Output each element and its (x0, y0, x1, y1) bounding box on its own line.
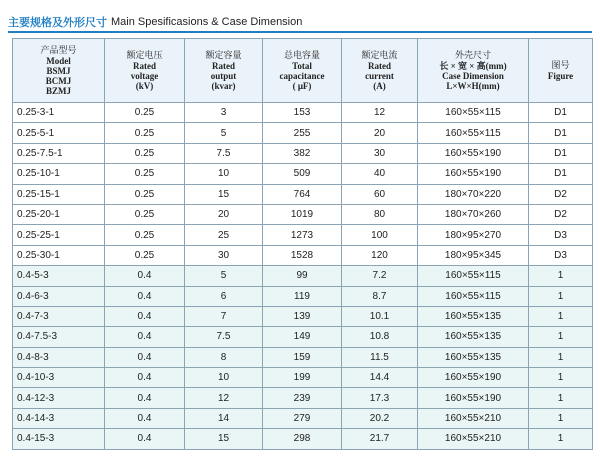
cell-rated-output: 10 (185, 164, 263, 184)
cell-total-capacitance: 382 (263, 143, 342, 163)
cell-figure: 1 (529, 266, 593, 286)
cell-rated-output: 5 (185, 266, 263, 286)
cell-case-dimension: 160×55×115 (418, 266, 529, 286)
cell-total-capacitance: 139 (263, 306, 342, 326)
cell-rated-output: 15 (185, 429, 263, 449)
cell-model: 0.4-8-3 (13, 347, 105, 367)
cell-rated-current: 10.8 (342, 327, 418, 347)
cell-total-capacitance: 99 (263, 266, 342, 286)
cell-case-dimension: 160×55×210 (418, 408, 529, 428)
cell-rated-current: 100 (342, 225, 418, 245)
cell-model: 0.4-7-3 (13, 306, 105, 326)
section-title-chinese: 主要规格及外形尺寸 (8, 16, 107, 29)
cell-figure: D1 (529, 123, 593, 143)
cell-case-dimension: 160×55×135 (418, 327, 529, 347)
table-row (13, 306, 593, 326)
cell-model: 0.25-10-1 (13, 164, 105, 184)
cell-model: 0.25-7.5-1 (13, 143, 105, 163)
cell-rated-output: 15 (185, 184, 263, 204)
cell-rated-voltage: 0.4 (105, 306, 185, 326)
table-row (13, 388, 593, 408)
cell-rated-current: 60 (342, 184, 418, 204)
cell-figure: D3 (529, 245, 593, 265)
cell-rated-voltage: 0.25 (105, 184, 185, 204)
table-row (13, 266, 593, 286)
cell-figure: D2 (529, 204, 593, 224)
cell-total-capacitance: 1273 (263, 225, 342, 245)
cell-case-dimension: 160×55×190 (418, 368, 529, 388)
header-model: 产品型号 Model BSMJ BCMJ BZMJ (13, 39, 105, 103)
cell-figure: D3 (529, 225, 593, 245)
cell-case-dimension: 160×55×135 (418, 347, 529, 367)
cell-total-capacitance: 199 (263, 368, 342, 388)
cell-rated-voltage: 0.4 (105, 368, 185, 388)
cell-case-dimension: 160×55×190 (418, 164, 529, 184)
cell-rated-output: 8 (185, 347, 263, 367)
cell-rated-current: 8.7 (342, 286, 418, 306)
table-row (13, 143, 593, 163)
cell-total-capacitance: 279 (263, 408, 342, 428)
cell-total-capacitance: 1019 (263, 204, 342, 224)
cell-figure: 1 (529, 306, 593, 326)
cell-figure: 1 (529, 388, 593, 408)
cell-rated-current: 20.2 (342, 408, 418, 428)
cell-model: 0.25-20-1 (13, 204, 105, 224)
cell-figure: D1 (529, 143, 593, 163)
cell-rated-current: 10.1 (342, 306, 418, 326)
cell-rated-output: 3 (185, 103, 263, 123)
cell-model: 0.25-5-1 (13, 123, 105, 143)
table-row (13, 327, 593, 347)
cell-rated-output: 7.5 (185, 143, 263, 163)
cell-total-capacitance: 764 (263, 184, 342, 204)
table-row (13, 245, 593, 265)
cell-total-capacitance: 255 (263, 123, 342, 143)
cell-rated-voltage: 0.25 (105, 204, 185, 224)
cell-rated-current: 14.4 (342, 368, 418, 388)
cell-case-dimension: 160×55×115 (418, 286, 529, 306)
cell-model: 0.4-14-3 (13, 408, 105, 428)
cell-figure: 1 (529, 327, 593, 347)
cell-rated-output: 6 (185, 286, 263, 306)
cell-figure: 1 (529, 368, 593, 388)
cell-rated-current: 11.5 (342, 347, 418, 367)
cell-case-dimension: 160×55×135 (418, 306, 529, 326)
table-row (13, 408, 593, 428)
cell-rated-voltage: 0.4 (105, 408, 185, 428)
header-rated-output: 额定容量 Rated output (kvar) (185, 39, 263, 103)
header-rated-voltage: 额定电压 Rated voltage (kV) (105, 39, 185, 103)
spec-table (12, 38, 593, 450)
cell-case-dimension: 160×55×190 (418, 143, 529, 163)
header-figure: 图号 Figure (529, 39, 593, 103)
cell-case-dimension: 180×70×220 (418, 184, 529, 204)
cell-model: 0.4-15-3 (13, 429, 105, 449)
table-row (13, 103, 593, 123)
cell-rated-voltage: 0.4 (105, 388, 185, 408)
cell-model: 0.25-15-1 (13, 184, 105, 204)
cell-total-capacitance: 239 (263, 388, 342, 408)
cell-case-dimension: 160×55×210 (418, 429, 529, 449)
header-rated-current: 额定电流 Rated current (A) (342, 39, 418, 103)
cell-case-dimension: 180×70×260 (418, 204, 529, 224)
cell-rated-voltage: 0.25 (105, 245, 185, 265)
section-title-english: Main Spesificasions & Case Dimension (111, 16, 303, 28)
table-row (13, 184, 593, 204)
cell-rated-current: 21.7 (342, 429, 418, 449)
cell-total-capacitance: 153 (263, 103, 342, 123)
cell-figure: 1 (529, 286, 593, 306)
cell-case-dimension: 160×55×190 (418, 388, 529, 408)
cell-total-capacitance: 1528 (263, 245, 342, 265)
cell-figure: 1 (529, 408, 593, 428)
cell-rated-voltage: 0.25 (105, 143, 185, 163)
cell-model: 0.4-10-3 (13, 368, 105, 388)
cell-rated-voltage: 0.4 (105, 347, 185, 367)
cell-model: 0.25-25-1 (13, 225, 105, 245)
cell-rated-output: 20 (185, 204, 263, 224)
cell-model: 0.4-5-3 (13, 266, 105, 286)
cell-figure: 1 (529, 347, 593, 367)
cell-rated-current: 12 (342, 103, 418, 123)
table-row (13, 286, 593, 306)
cell-case-dimension: 160×55×115 (418, 123, 529, 143)
cell-rated-current: 80 (342, 204, 418, 224)
cell-total-capacitance: 119 (263, 286, 342, 306)
cell-rated-current: 40 (342, 164, 418, 184)
cell-model: 0.25-3-1 (13, 103, 105, 123)
cell-total-capacitance: 298 (263, 429, 342, 449)
table-row (13, 368, 593, 388)
cell-figure: D1 (529, 164, 593, 184)
cell-total-capacitance: 159 (263, 347, 342, 367)
cell-rated-voltage: 0.25 (105, 225, 185, 245)
header-case-dimension: 外壳尺寸 长 × 宽 × 高(mm) Case Dimension L×W×H(mm) (418, 39, 529, 103)
cell-rated-output: 30 (185, 245, 263, 265)
table-row (13, 429, 593, 449)
cell-model: 0.4-7.5-3 (13, 327, 105, 347)
cell-rated-current: 30 (342, 143, 418, 163)
table-body (13, 103, 593, 450)
cell-rated-output: 12 (185, 388, 263, 408)
cell-rated-voltage: 0.4 (105, 286, 185, 306)
table-header-row (13, 39, 593, 103)
cell-rated-output: 7.5 (185, 327, 263, 347)
cell-rated-voltage: 0.25 (105, 123, 185, 143)
cell-rated-current: 20 (342, 123, 418, 143)
table-row (13, 123, 593, 143)
cell-rated-current: 120 (342, 245, 418, 265)
cell-total-capacitance: 509 (263, 164, 342, 184)
table-row (13, 347, 593, 367)
cell-figure: D2 (529, 184, 593, 204)
cell-rated-voltage: 0.25 (105, 103, 185, 123)
cell-rated-current: 17.3 (342, 388, 418, 408)
title-divider (8, 31, 592, 33)
cell-rated-current: 7.2 (342, 266, 418, 286)
cell-rated-output: 25 (185, 225, 263, 245)
cell-rated-voltage: 0.4 (105, 429, 185, 449)
table-row (13, 225, 593, 245)
cell-figure: 1 (529, 429, 593, 449)
table-row (13, 164, 593, 184)
cell-case-dimension: 160×55×115 (418, 103, 529, 123)
cell-rated-voltage: 0.4 (105, 327, 185, 347)
cell-rated-output: 10 (185, 368, 263, 388)
cell-rated-output: 5 (185, 123, 263, 143)
cell-rated-output: 14 (185, 408, 263, 428)
cell-case-dimension: 180×95×345 (418, 245, 529, 265)
cell-rated-voltage: 0.25 (105, 164, 185, 184)
cell-model: 0.4-12-3 (13, 388, 105, 408)
cell-total-capacitance: 149 (263, 327, 342, 347)
section-title (8, 13, 302, 31)
cell-model: 0.4-6-3 (13, 286, 105, 306)
table-row (13, 204, 593, 224)
cell-rated-output: 7 (185, 306, 263, 326)
cell-figure: D1 (529, 103, 593, 123)
cell-model: 0.25-30-1 (13, 245, 105, 265)
cell-rated-voltage: 0.4 (105, 266, 185, 286)
header-total-capacitance: 总电容量 Total capacitance ( μF) (263, 39, 342, 103)
cell-case-dimension: 180×95×270 (418, 225, 529, 245)
